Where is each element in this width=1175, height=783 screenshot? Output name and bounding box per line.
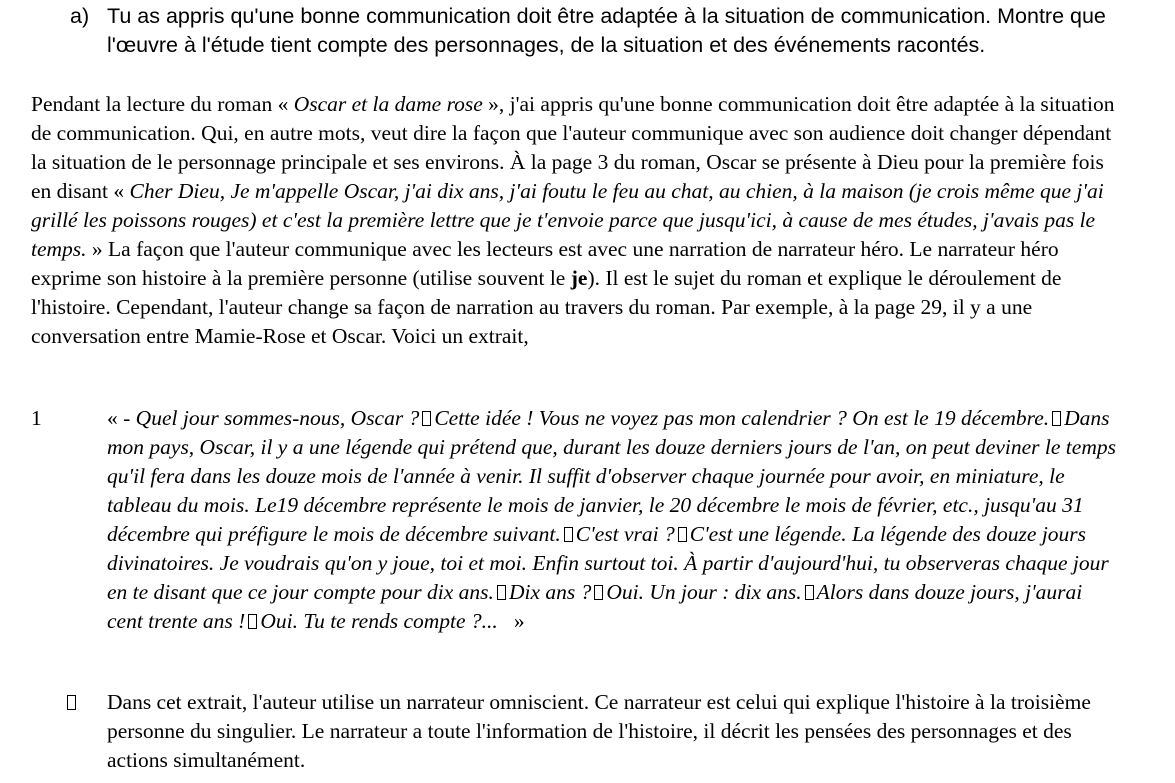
question-a (70, 2, 1150, 60)
bullet-text: Dans cet extrait, l'auteur utilise un narrateur omniscient. Ce narrateur est celui qui explique l'histoire à la troisième personne du singulier. Le narrateur a toute l'information de l'histoire, il décrit les pensées des personnages et des actions simultanément. (107, 690, 1091, 772)
dialogue-line: Alors dans douze jours, j'aurai cent trente ans ! (107, 580, 1083, 633)
answer-text-3: » La façon que l'auteur communique avec les lecteurs est avec une narration de narrateur héro. Le narrateur héro exprime son histoire à la première personne (utilise souvent le (31, 237, 1059, 290)
book-extract (31, 404, 1121, 636)
extract-open-quote: « - (107, 406, 136, 430)
dialogue-line: Oui. Un jour : dix ans. (606, 580, 802, 604)
novel-title: Oscar et la dame rose (293, 92, 483, 116)
dash-glyph-icon (564, 527, 573, 542)
answer-paragraph (31, 90, 1121, 351)
dash-glyph-icon (248, 614, 257, 629)
bullet-icon (67, 688, 81, 717)
dialogue-line: C'est vrai ? (575, 522, 675, 546)
answer-text-4: ). Il est le sujet du roman et explique le déroulement de l'histoire. Cependant, l'auteur change sa façon de narration au travers du roman. Par exemple, à la page 29, il y a une conversation entre Mamie-Rose et Oscar. Voici un extrait, (31, 266, 1062, 348)
question-text: Tu as appris qu'une bonne communication doit être adaptée à la situation de communication. Montre que l'œuvre à l'étude tient compte des personnages, de la situation et des événements racontés. (107, 4, 1106, 57)
dash-glyph-icon (678, 527, 687, 542)
dash-glyph-icon (422, 411, 431, 426)
oscar-letter-quote: Cher Dieu, Je m'appelle Oscar, j'ai dix ans, j'ai foutu le feu au chat, au chien, à la maison (je crois même que j'ai grillé les poissons rouges) et c'est la première lettre que je t'envoie parce que jusqu'ici, à cause de mes études, j'avais pas le temps. (31, 179, 1104, 261)
dialogue-line: Oui. Tu te rends compte ?... (260, 609, 498, 633)
dialogue-line: Dans mon pays, Oscar, il y a une légende qui prétend que, durant les douze derniers jours de l'an, on peut deviner le temps qu'il fera dans les douze mois de l'année à venir. Il suffit d'observer chaque journée pour avoir, en miniature, le tableau du mois. Le19 décembre représente le mois de janvier, le 20 décembre le mois de février, etc., jusqu'au 31 décembre qui préfigure le mois de décembre suivant. (107, 406, 1116, 546)
answer-text-2: », j'ai appris qu'une bonne communication doit être adaptée à la situation de communication. Qui, en autre mots, veut dire la façon que l'auteur communique avec son audience doit changer dépendant la situation de le personnage principale et ses environs. À la page 3 du roman, Oscar se présente à Dieu pour la première fois en disant « (31, 92, 1115, 203)
dialogue-line: Dix ans ? (508, 580, 592, 604)
analysis-bullet (31, 688, 1121, 775)
answer-text-1: Pendant la lecture du roman « (31, 92, 294, 116)
dash-glyph-icon (497, 585, 506, 600)
dialogue-line: Cette idée ! Vous ne voyez pas mon calendrier ? On est le 19 décembre. (434, 406, 1050, 430)
question-label: a) (70, 4, 90, 28)
extract-number: 1 (31, 406, 42, 430)
extract-close-quote: » (513, 609, 525, 633)
dash-glyph-icon (805, 585, 814, 600)
dash-glyph-icon (1052, 411, 1061, 426)
dialogue-line: Quel jour sommes-nous, Oscar ? (135, 406, 420, 430)
dash-glyph-icon (594, 585, 603, 600)
dialogue-line: C'est une légende. La légende des douze jours divinatoires. Je voudrais qu'on y joue, toi et moi. Enfin surtout toi. À partir d'aujourd'hui, tu observeras chaque jour en te disant que ce jour compte pour dix ans. (107, 522, 1109, 604)
pronoun-je: je (570, 266, 588, 290)
